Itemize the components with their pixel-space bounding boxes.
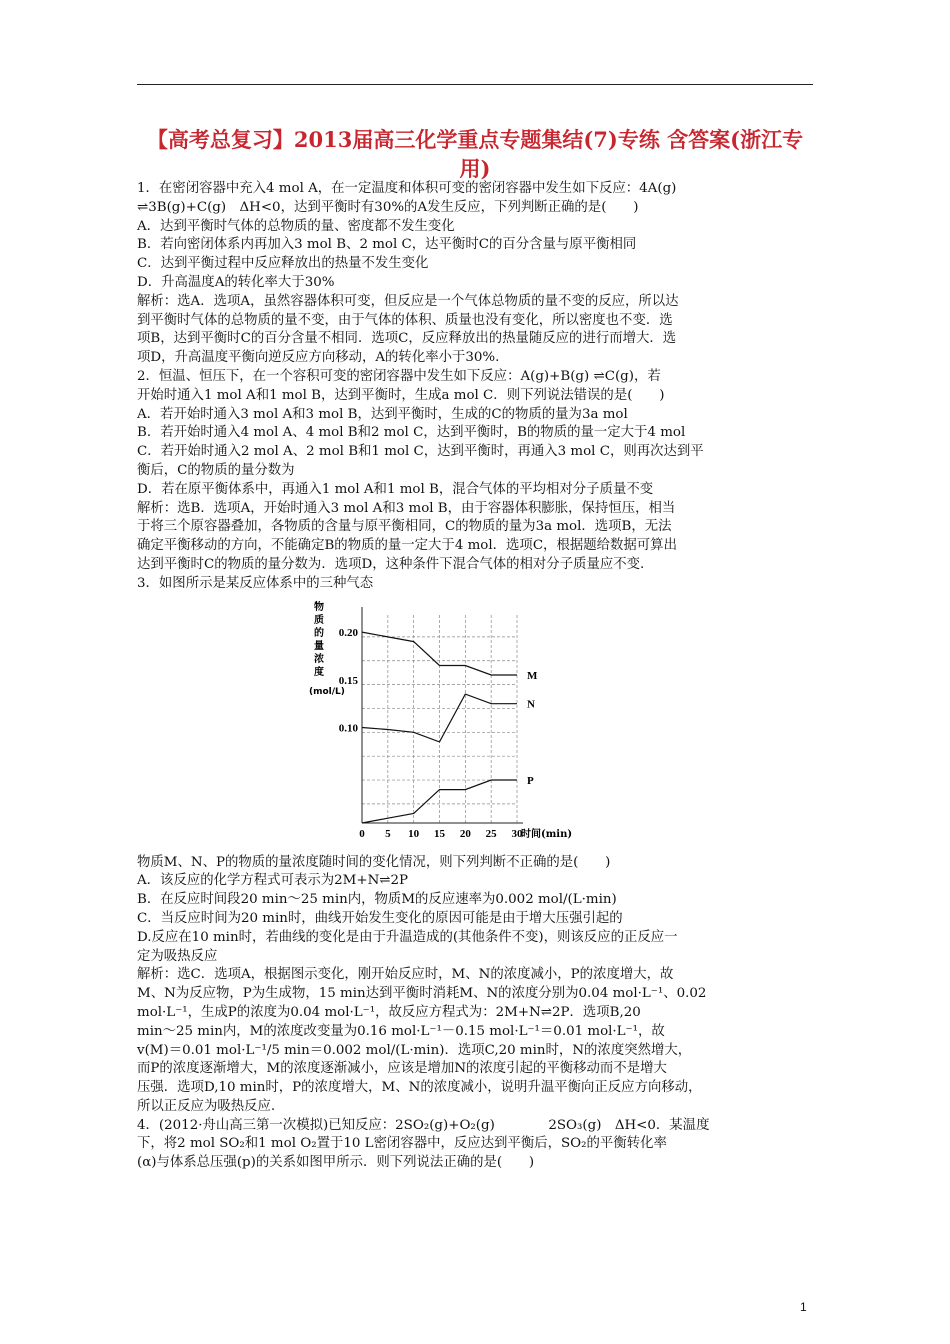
y-tick-label: 0.10 — [338, 722, 358, 735]
q3-option-d-1: D.反应在10 min时，若曲线的变化是由于升温造成的(其他条件不变)，则该反应的正反应一 — [137, 929, 678, 945]
q4-stem-3: (α)与体系总压强(p)的关系如图甲所示．则下列说法正确的是( ) — [137, 1155, 535, 1171]
chart-svg — [307, 598, 597, 848]
y-axis-label-char: 度 — [314, 666, 324, 678]
y-axis-label-char: 浓 — [314, 653, 324, 665]
q3-option-b: B．在反应时间段20 min～25 min内，物质M的反应速率为0.002 mol/(L·min) — [137, 892, 617, 908]
q3-option-a: A．该反应的化学方程式可表示为2M+N⇌2P — [137, 873, 409, 889]
x-tick-label: 10 — [408, 827, 420, 840]
series-label-P: P — [527, 774, 534, 787]
q2-analysis-line: 确定平衡移动的方向，不能确定B的物质的量一定大于4 mol．选项C，根据题给数据可算出 — [137, 538, 677, 554]
x-axis-label: 时间(min) — [521, 828, 573, 840]
y-axis-label-char: 质 — [314, 614, 324, 626]
q1-stem-1: 1．在密闭容器中充入4 mol A，在一定温度和体积可变的密闭容器中发生如下反应：4A(g) — [137, 181, 677, 196]
q1-option-c: C．达到平衡过程中反应释放出的热量不发生变化 — [137, 256, 429, 272]
concentration-chart — [137, 598, 813, 848]
q3-option-c: C．当反应时间为20 min时，曲线开始发生变化的原因可能是由于增大压强引起的 — [137, 910, 623, 926]
q4-stem-2: 下，将2 mol SO₂和1 mol O₂置于10 L密闭容器中，反应达到平衡后，SO₂的平衡转化率 — [137, 1136, 667, 1152]
q3-analysis-line: 而P的浓度逐渐增大，M的浓度逐渐减小，应该是增加N的浓度引起的平衡移动而不是增大 — [137, 1061, 667, 1077]
page-number: 1 — [800, 1300, 807, 1314]
q1-option-d: D．升高温度A的转化率大于30% — [137, 274, 335, 290]
x-tick-label: 30 — [511, 827, 523, 840]
q3-analysis-line: v(M)＝0.01 mol·L⁻¹/5 min＝0.002 mol/(L·min)．选项C,20 min时，N的浓度突然增大， — [137, 1042, 692, 1058]
q2-option-c-1: C．若开始时通入2 mol A、2 mol B和1 mol C，达到平衡时，再通入3 mol C，则再次达到平 — [137, 444, 704, 460]
y-axis-label-char: 物 — [314, 601, 324, 613]
x-tick-label: 20 — [459, 827, 471, 840]
q3-analysis-line: mol·L⁻¹，生成P的浓度为0.04 mol·L⁻¹，故反应方程式为：2M+N⇌2P．选项B,20 — [137, 1004, 641, 1020]
q1-analysis-line: 项D，升高温度平衡向逆反应方向移动，A的转化率小于30%. — [137, 350, 500, 366]
q2-option-a: A．若开始时通入3 mol A和3 mol B，达到平衡时，生成的C的物质的量为3a mol — [137, 406, 628, 422]
q3-analysis-line: M、N为反应物，P为生成物，15 min达到平衡时消耗M、N的浓度分别为0.04 mol·L⁻¹、0.02 — [137, 986, 707, 1002]
q1-option-b: B．若向密闭体系内再加入3 mol B、2 mol C，达平衡时C的百分含量与原平衡相同 — [137, 237, 637, 253]
q1-option-a: A．达到平衡时气体的总物质的量、密度都不发生变化 — [137, 218, 455, 234]
y-tick-label: 0.20 — [338, 626, 358, 639]
y-tick-label: 0.15 — [338, 674, 358, 687]
q3-analysis-line: min～25 min内，M的浓度改变量为0.16 mol·L⁻¹－0.15 mol·L⁻¹＝0.01 mol·L⁻¹，故 — [137, 1023, 665, 1039]
q3-analysis-line: 所以正反应为吸热反应. — [137, 1098, 276, 1114]
x-tick-label: 25 — [485, 827, 497, 840]
y-axis-label-char: 量 — [314, 640, 324, 652]
q2-option-b: B．若开始时通入4 mol A、4 mol B和2 mol C，达到平衡时，B的物质的量一定大于4 mol — [137, 425, 686, 441]
q1-analysis-line: 解析：选A．选项A，虽然容器体积可变，但反应是一个气体总物质的量不变的反应，所以达 — [137, 293, 679, 309]
q1-analysis-line: 项B，达到平衡时C的百分含量不相同．选项C，反应释放出的热量随反应的进行而增大．选 — [137, 331, 677, 347]
q3-stem-2: 物质M、N、P的物质的量浓度随时间的变化情况，则下列判断不正确的是( ) — [137, 854, 611, 870]
series-label-M: M — [527, 669, 538, 682]
q3-analysis-line: 压强．选项D,10 min时，P的浓度增大，M、N的浓度减小，说明升温平衡向正反应方向移动， — [137, 1080, 702, 1096]
q2-analysis-line: 解析：选B．选项A，开始时通入3 mol A和3 mol B，由于容器体积膨胀，保持恒压，相当 — [137, 500, 676, 516]
q2-option-d: D．若在原平衡体系中，再通入1 mol A和1 mol B，混合气体的平均相对分子质量不变 — [137, 481, 654, 497]
x-tick-label: 15 — [434, 827, 445, 840]
x-tick-label: 0 — [359, 827, 365, 840]
q3-stem-1: 3．如图所示是某反应体系中的三种气态 — [137, 575, 374, 591]
q1-stem-2: ⇌3B(g)+C(g) ΔH<0，达到平衡时有30%的A发生反应，下列判断正确的是( ) — [137, 199, 639, 215]
title-bracket: 【高考总复习】 — [146, 127, 294, 152]
q2-stem-1: 2．恒温、恒压下，在一个容积可变的密闭容器中发生如下反应：A(g)+B(g) ⇌C(g)，若 — [137, 368, 661, 384]
q1-analysis-line: 到平衡时气体的总物质的量不变，由于气体的体积、质量也没有变化，所以密度也不变．选 — [137, 312, 673, 328]
title-main: 2013届高三化学重点专题集结(7)专练 含答案(浙江专用) — [293, 127, 804, 181]
q2-analysis-line: 达到平衡时C的物质的量分数为．选项D，这种条件下混合气体的相对分子质量应不变. — [137, 556, 645, 572]
page-title — [137, 125, 813, 183]
document-body — [137, 180, 813, 1173]
y-axis-label-char: 的 — [314, 627, 324, 639]
q2-analysis-line: 于将三个原容器叠加，各物质的含量与原平衡相同，C的物质的量为3a mol．选项B，无法 — [137, 519, 672, 535]
series-label-N: N — [527, 698, 535, 711]
q3-option-d-2: 定为吸热反应 — [137, 948, 218, 964]
q3-analysis-line: 解析：选C．选项A，根据图示变化，刚开始反应时，M、N的浓度减小，P的浓度增大，故 — [137, 967, 674, 983]
q2-option-c-2: 衡后，C的物质的量分数为 — [137, 462, 295, 478]
q4-stem-1: 4．(2012·舟山高三第一次模拟)已知反应：2SO₂(g)+O₂(g) 2SO₃(g) ΔH<0．某温度 — [137, 1117, 710, 1133]
header-rule — [137, 84, 813, 85]
x-tick-label: 5 — [385, 827, 391, 840]
series-line-M — [362, 632, 517, 675]
q2-stem-2: 开始时通入1 mol A和1 mol B，达到平衡时，生成a mol C．则下列说法错误的是( ) — [137, 387, 665, 403]
y-axis-unit: (mol/L) — [309, 686, 345, 697]
